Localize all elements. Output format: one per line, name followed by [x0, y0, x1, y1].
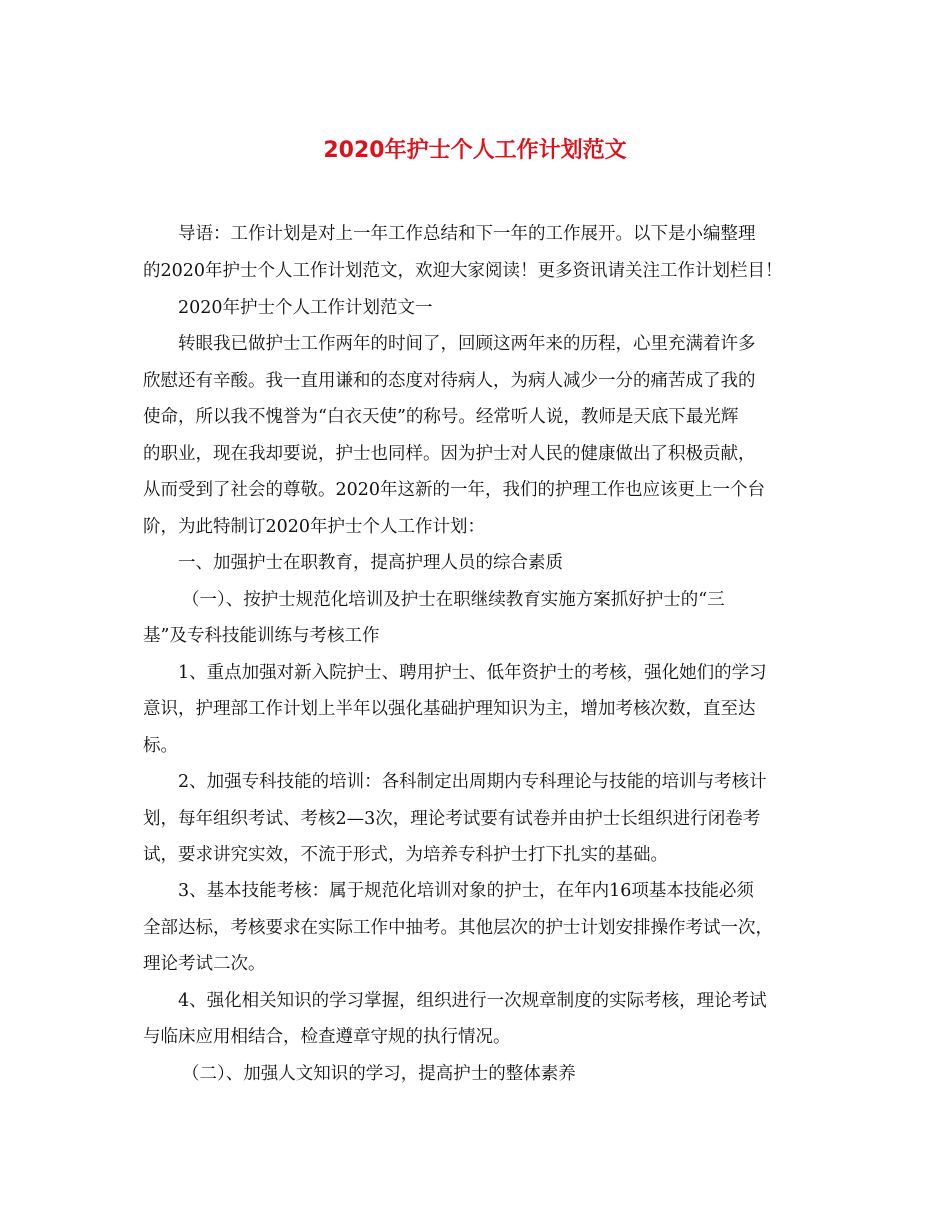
paragraph-line: 阶，为此特制订2020年护士个人工作计划： — [143, 517, 486, 537]
paragraph-line: 使命，所以我不愧誉为“白衣天使”的称号。经常听人说，教师是天底下最光辉 — [143, 407, 739, 427]
paragraph-line: 与临床应用相结合，检查遵章守规的执行情况。 — [143, 1027, 511, 1047]
paragraph-line: 理论考试二次。 — [143, 954, 266, 974]
paragraph-line: 3、基本技能考核：属于规范化培训对象的护士，在年内16项基本技能必须 — [178, 881, 754, 901]
paragraph-line: 转眼我已做护士工作两年的时间了，回顾这两年来的历程，心里充满着许多 — [178, 334, 756, 354]
page-title: 2020年护士个人工作计划范文 — [323, 138, 627, 163]
paragraph-line: 划，每年组织考试、考核2—3次，理论考试要有试卷并由护士长组织进行闭卷考 — [143, 809, 761, 829]
section-heading: 一、加强护士在职教育，提高护理人员的综合素质 — [178, 553, 563, 573]
subsection-heading: （一）、按护士规范化培训及护士在职继续教育实施方案抓好护士的“三 — [182, 590, 725, 610]
subsection-heading: 基”及专科技能训练与考核工作 — [143, 626, 380, 646]
paragraph-line: 的2020年护士个人工作计划范文，欢迎大家阅读！更多资讯请关注工作计划栏目！ — [143, 261, 783, 281]
paragraph-line: 欣慰还有辛酸。我一直用谦和的态度对待病人，为病人减少一分的痛苦成了我的 — [143, 371, 756, 391]
paragraph-line: 1、重点加强对新入院护士、聘用护士、低年资护士的考核，强化她们的学习 — [178, 663, 767, 683]
paragraph-line: 意识，护理部工作计划上半年以强化基础护理知识为主，增加考核次数，直至达 — [143, 699, 756, 719]
paragraph-line: 4、强化相关知识的学习掌握，组织进行一次规章制度的实际考核，理论考试 — [178, 991, 767, 1011]
paragraph-line: 2、加强专科技能的培训：各科制定出周期内专科理论与技能的培训与考核计 — [178, 772, 767, 792]
section-heading: 2020年护士个人工作计划范文一 — [178, 298, 433, 318]
paragraph-line: 全部达标，考核要求在实际工作中抽考。其他层次的护士计划安排操作考试一次， — [143, 918, 773, 938]
subsection-heading: （二）、加强人文知识的学习，提高护士的整体素养 — [182, 1064, 576, 1084]
paragraph-line: 的职业，现在我却要说，护士也同样。因为护士对人民的健康做出了积极贡献， — [143, 444, 756, 464]
paragraph-line: 从而受到了社会的尊敬。2020年这新的一年，我们的护理工作也应该更上一个台 — [143, 480, 766, 500]
paragraph-line: 试，要求讲究实效，不流于形式，为培养专科护士打下扎实的基础。 — [143, 845, 668, 865]
paragraph-line: 标。 — [143, 736, 178, 756]
paragraph-line: 导语：工作计划是对上一年工作总结和下一年的工作展开。以下是小编整理 — [178, 224, 756, 244]
